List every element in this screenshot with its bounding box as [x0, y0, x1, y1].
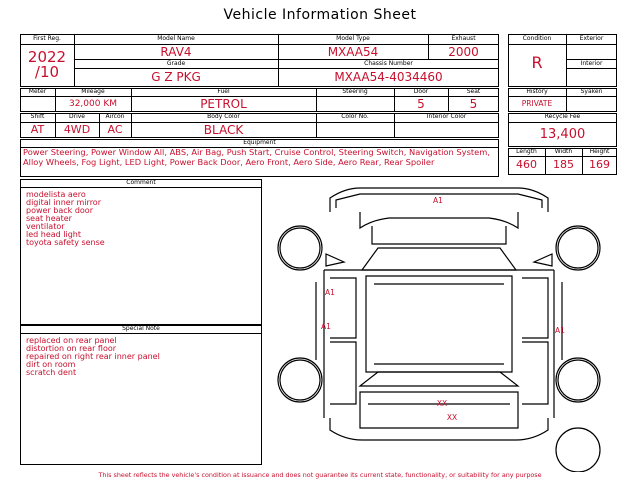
disclaimer-footer: This sheet reflects the vehicle's condition at issuance and does not guarantee its current state, functionality, or suitability for any purpose: [98, 471, 542, 479]
history-label: History: [526, 88, 548, 95]
special-note-item: replaced on rear panel: [26, 336, 117, 345]
damage-mark-front: A1: [433, 196, 443, 205]
comment-item: modelista aero: [26, 190, 86, 199]
drive-label: Drive: [69, 113, 85, 120]
comment-item: seat heater: [26, 214, 72, 223]
meter-label: Meter: [28, 88, 47, 95]
door-value: 5: [417, 97, 425, 111]
equipment-label: Equipment: [243, 139, 276, 146]
grade-label: Grade: [166, 60, 186, 67]
special-note-item: distortion on rear floor: [26, 344, 117, 353]
length-value: 460: [516, 158, 537, 171]
comment-list: [26, 191, 105, 247]
syaken-label: Syaken: [580, 88, 603, 95]
interior-color-label: Interior Color: [426, 113, 467, 120]
chassis-label: Chassis Number: [364, 60, 413, 67]
seat-value: 5: [469, 97, 478, 111]
sheet-title: Vehicle Information Sheet: [223, 7, 417, 23]
first-reg-year: 2022: [27, 48, 67, 66]
model-type-label: Model Type: [336, 35, 370, 42]
fuel-value: PETROL: [200, 97, 247, 111]
comment-item: ventilator: [26, 222, 65, 231]
equipment-text: Power Steering, Power Window All, ABS, Air Bag, Push Start, Cruise Control, Steering Switch, Navigation System, Alloy Wheels, Fog Light, LED Light, Power Back Door, Aero Front, Aero Side, Aero Rear, Rear Spoiler: [23, 147, 490, 167]
mileage-value: 32,000 KM: [68, 99, 118, 109]
aircon-label: Aircon: [105, 113, 125, 120]
recycle-fee-value: 13,400: [539, 127, 586, 142]
shift-label: Shift: [30, 113, 45, 120]
body-color-value: BLACK: [203, 123, 244, 137]
damage-mark-rear-2: XX: [446, 413, 458, 422]
damage-mark-right-rear: A1: [555, 326, 565, 335]
mileage-label: Mileage: [81, 88, 105, 95]
comment-label: Comment: [126, 179, 156, 186]
color-no-label: Color No.: [341, 113, 369, 120]
first-reg-label: First Reg.: [33, 35, 61, 42]
exterior-label: Exterior: [579, 35, 604, 42]
damage-mark-rear-1: XX: [436, 399, 448, 408]
special-note-item: repaired on right rear inner panel: [26, 352, 160, 361]
width-label: Width: [554, 148, 573, 155]
damage-mark-left-rear: A1: [321, 322, 331, 331]
exhaust-label: Exhaust: [451, 35, 476, 42]
width-value: 185: [553, 158, 574, 171]
chassis-value: MXAA54-4034460: [334, 70, 443, 84]
history-value: PRIVATE: [521, 99, 553, 108]
height-label: Height: [589, 148, 610, 155]
special-note-item: scratch dent: [26, 368, 77, 377]
recycle-fee-label: Recycle Fee: [544, 113, 581, 120]
model-type-value: MXAA54: [327, 45, 379, 59]
special-note-label: Special Note: [122, 325, 160, 332]
aircon-value: AC: [107, 123, 123, 136]
steering-label: Steering: [342, 88, 368, 95]
grade-value: G Z PKG: [151, 70, 201, 84]
model-name-label: Model Name: [157, 35, 195, 42]
shift-value: AT: [30, 123, 45, 136]
drive-value: 4WD: [63, 123, 91, 136]
interior-label: Interior: [580, 60, 603, 67]
height-value: 169: [589, 158, 610, 171]
seat-label: Seat: [466, 88, 481, 95]
special-note-item: dirt on room: [26, 360, 76, 369]
model-name-value: RAV4: [160, 45, 192, 59]
condition-value: R: [531, 53, 543, 72]
first-reg-month: /10: [34, 63, 60, 81]
exhaust-value: 2000: [448, 45, 479, 59]
door-label: Door: [413, 88, 429, 95]
special-note-list: [26, 337, 160, 377]
condition-label: Condition: [522, 35, 552, 42]
comment-item: digital inner mirror: [26, 198, 101, 207]
comment-item: toyota safety sense: [26, 238, 105, 247]
fuel-label: Fuel: [217, 88, 230, 95]
comment-item: power back door: [26, 206, 93, 215]
length-label: Length: [516, 148, 537, 155]
body-color-label: Body Color: [207, 113, 240, 120]
damage-mark-left-front: A1: [325, 288, 335, 297]
comment-item: led head light: [26, 230, 82, 239]
